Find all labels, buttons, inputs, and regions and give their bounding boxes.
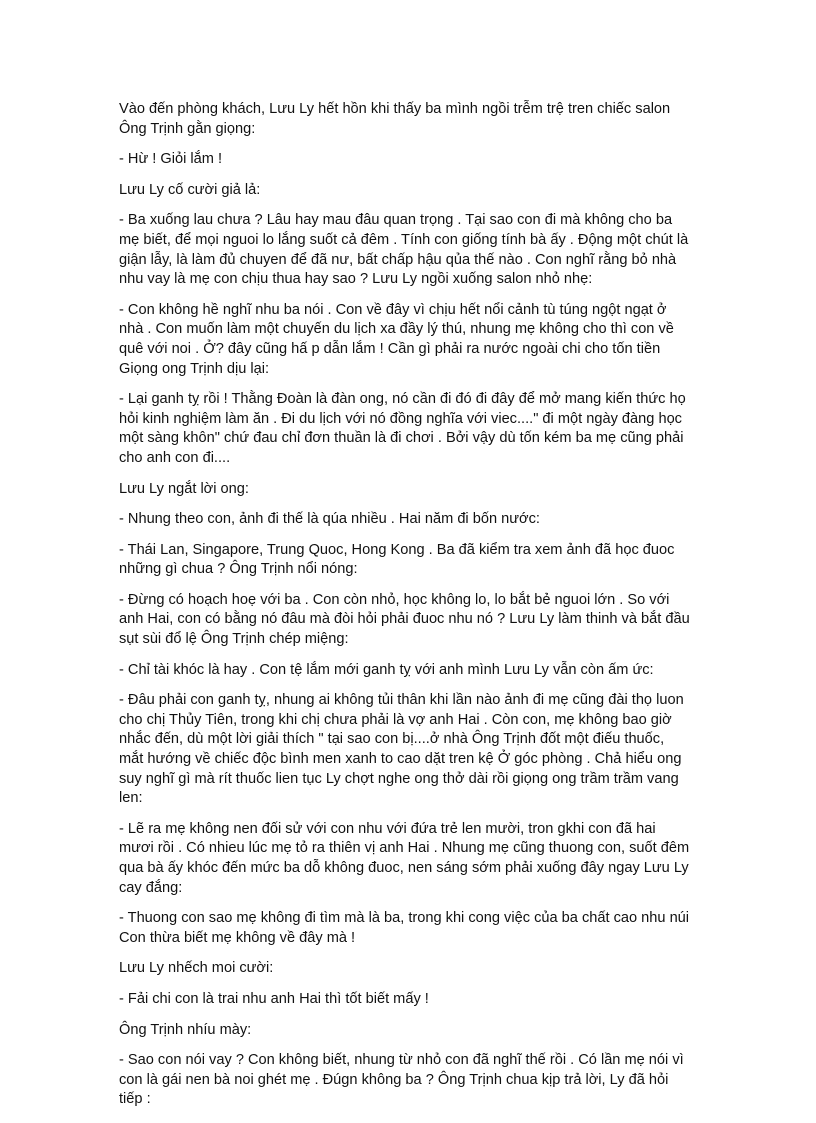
paragraph	[119, 301, 699, 379]
text-line: cho anh con đi....	[119, 449, 231, 466]
text-line: giận lẫy, là làm đủ chuyen để đã nư, bất chấp hậu qủa thế nào . Con nghĩ rằng bỏ nhà	[119, 251, 677, 268]
text-line: anh Hai, con có bằng nó đâu mà đòi hỏi phải đuoc nhu nó ? Lưu Ly làm thinh và bắt đầu	[119, 611, 690, 628]
text-line: Lưu Ly nhếch moi cười:	[119, 960, 274, 977]
text-line: len:	[119, 790, 143, 807]
paragraph	[119, 591, 699, 650]
text-line: - Hừ ! Giỏi lắm !	[119, 151, 223, 168]
text-line: qua bà ấy khóc đến mức ba dỗ không đuoc, nen sáng sớm phải xuống đây ngay Lưu Ly	[119, 860, 689, 876]
text-line: một sàng khôn" chứ đau chỉ đơn thuần là đi chơi . Bởi vậy dù tốn kém ba mẹ cũng phải	[119, 430, 684, 447]
text-line: quê với noi . Ở? đây cũng hấ p dẫn lắm ! Cần gì phải ra nước ngoài chi cho tốn tiền	[119, 340, 661, 357]
text-line: - Con không hề nghĩ nhu ba nói . Con về đây vì chịu hết nổi cảnh tù túng ngột ngạt ở	[119, 301, 667, 318]
text-line: tiếp :	[119, 1091, 151, 1108]
text-line: Giọng ong Trịnh dịu lại:	[119, 360, 270, 377]
text-line: - Sao con nói vay ? Con không biết, nhung từ nhỏ con đã nghĩ thế rồi . Có lần mẹ nói vì	[119, 1052, 684, 1069]
text-line: - Nhung theo con, ảnh đi thế là qúa nhiều . Hai năm đi bốn nước:	[119, 511, 540, 528]
paragraph	[119, 661, 699, 681]
text-line: - Lại ganh tỵ rồi ! Thằng Đoàn là đàn ong, nó cần đi đó đi đây để mở mang kiến thức họ	[119, 391, 686, 408]
text-line: - Đừng có hoạch hoẹ với ba . Con còn nhỏ, học không lo, lo bắt bẻ nguoi lớn . So với	[119, 591, 670, 608]
text-line: Ông Trịnh nhíu mày:	[119, 1021, 252, 1038]
text-line: sụt sùi đổ lệ Ông Trịnh chép miệng:	[119, 631, 349, 648]
paragraph	[119, 211, 699, 289]
paragraph	[119, 990, 699, 1010]
paragraph	[119, 480, 699, 500]
text-line: - Chỉ tài khóc là hay . Con tệ lắm mới ganh tỵ với anh mình Lưu Ly vẫn còn ấm ức:	[119, 661, 654, 678]
paragraph	[119, 1021, 699, 1041]
text-line: - Fải chi con là trai nhu anh Hai thì tốt biết mấy !	[119, 990, 429, 1007]
text-line: Ông Trịnh gằn giọng:	[119, 120, 256, 137]
text-line: - Ba xuống lau chưa ? Lâu hay mau đâu quan trọng . Tại sao con đi mà không cho ba	[119, 212, 673, 229]
text-line: mẹ biết, để mọi nguoi lo lắng suốt cả đêm . Tính con giống tính bà ấy . Động một chút là	[119, 231, 689, 248]
text-line: cay đắng:	[119, 879, 183, 896]
text-line: nhắc đến, dù một lời giải thích " tại sao con bị....ở nhà Ông Trịnh đốt một điếu thuốc,	[119, 731, 665, 748]
text-line: Vào đến phòng khách, Lưu Ly hết hồn khi thấy ba mình ngồi trễm trệ tren chiếc salon	[119, 101, 671, 117]
paragraph	[119, 541, 699, 580]
document-body	[119, 100, 699, 1121]
text-line: - Thuong con sao mẹ không đi tìm mà là ba, trong khi cong việc của ba chất cao nhu núi	[119, 910, 690, 927]
paragraph	[119, 100, 699, 139]
text-line: Con thừa biết mẹ không về đây mà !	[119, 929, 356, 946]
text-line: con là gái nen bà noi ghét mẹ . Đúgn không ba ? Ông Trịnh chua kịp trả lời, Ly đã hỏi	[119, 1071, 669, 1088]
paragraph	[119, 820, 699, 898]
paragraph	[119, 959, 699, 979]
text-line: suy nghĩ gì mà rít thuốc lien tục Ly chợt nghe ong thở dài rồi giọng ong trầm trầm vang	[119, 770, 679, 787]
text-line: nhu vay là mẹ con chịu thua hay sao ? Lưu Ly ngồi xuống salon nhỏ nhẹ:	[119, 271, 593, 288]
text-line: mắt hướng về chiếc độc bình men xanh to cao dặt tren kệ Ở góc phòng . Chả hiểu ong	[119, 751, 682, 768]
text-line: mươi rồi . Có nhieu lúc mẹ tỏ ra thiên vị anh Hai . Nhung mẹ cũng thuong con, suốt đêm	[119, 840, 690, 857]
paragraph	[119, 390, 699, 468]
text-line: - Thái Lan, Singapore, Trung Quoc, Hong Kong . Ba đã kiểm tra xem ảnh đã học đuoc	[119, 541, 675, 558]
paragraph	[119, 1051, 699, 1110]
text-line: - Đâu phải con ganh tỵ, nhung ai không tủi thân khi lần nào ảnh đi mẹ cũng đài thọ luon	[119, 692, 684, 709]
text-line: - Lẽ ra mẹ không nen đối sử với con nhu với đứa trẻ len mười, tron gkhi con đã hai	[119, 820, 656, 837]
text-line: hỏi kinh nghiệm làm ăn . Đi du lịch với nó đồng nghĩa với viec...." đi một ngày đàng học	[119, 410, 682, 427]
text-line: cho chị Thủy Tiên, trong khi chị chưa phải là vợ anh Hai . Còn con, mẹ không bao giờ	[119, 711, 672, 728]
text-line: những gì chua ? Ông Trịnh nổi nóng:	[119, 561, 358, 578]
paragraph	[119, 909, 699, 948]
text-line: Lưu Ly ngắt lời ong:	[119, 480, 249, 497]
text-line: nhà . Con muốn làm một chuyến du lịch xa đầy lý thú, nhung mẹ không cho thì con về	[119, 321, 674, 338]
paragraph	[119, 150, 699, 170]
paragraph	[119, 691, 699, 809]
paragraph	[119, 181, 699, 201]
paragraph	[119, 510, 699, 530]
text-line: Lưu Ly cố cười giả lả:	[119, 181, 261, 198]
